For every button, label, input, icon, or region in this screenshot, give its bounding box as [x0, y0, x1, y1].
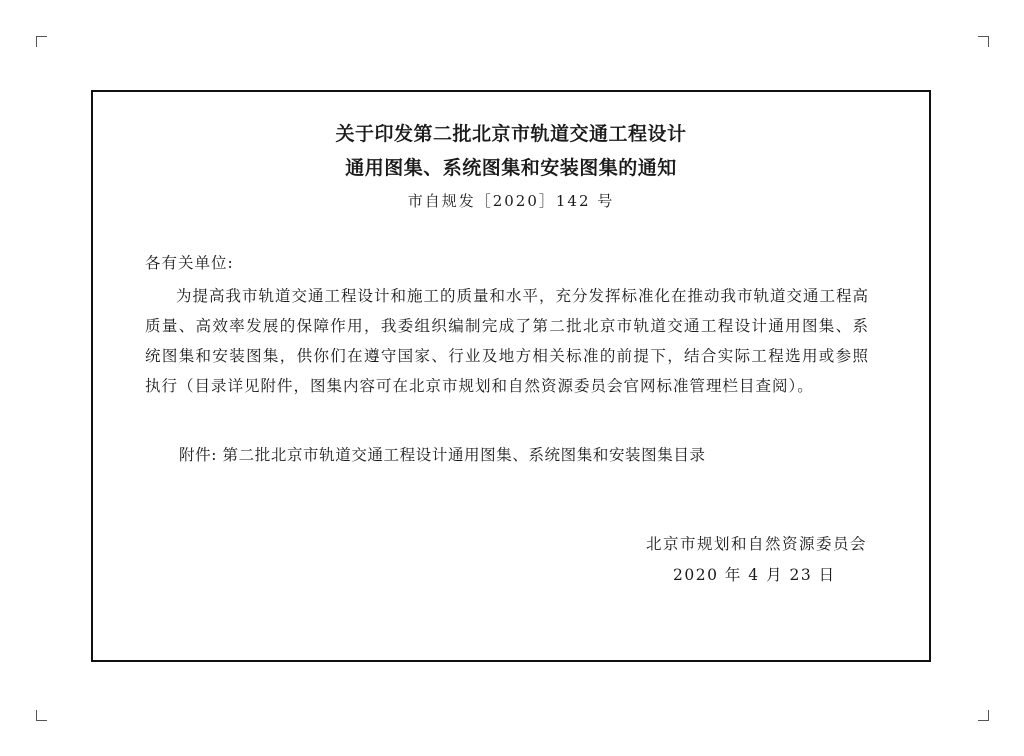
issuing-authority: 北京市规划和自然资源委员会 [645, 535, 867, 553]
document-number: 市自规发［2020］142 号 [407, 192, 615, 210]
body-paragraph: 为提高我市轨道交通工程设计和施工的质量和水平，充分发挥标准化在推动我市轨道交通工程高质量、高效率发展的保障作用，我委组织编制完成了第二批北京市轨道交通工程设计通用图集、系统图集和安装图集，供你们在遵守国家、行业及地方相关标准的前提下，结合实际工程选用或参照执行（目录详见附件，图集内容可在北京市规划和自然资源委员会官网标准管理栏目查阅）。 [145, 287, 870, 395]
notice-title-line-2: 通用图集、系统图集和安装图集的通知 [345, 157, 677, 179]
crop-mark-top-left [36, 36, 47, 47]
issue-date: 2020 年 4 月 23 日 [673, 566, 836, 584]
attachment-line: 附件: 第二批北京市轨道交通工程设计通用图集、系统图集和安装图集目录 [179, 446, 706, 464]
notice-title-line-1: 关于印发第二批北京市轨道交通工程设计 [335, 123, 687, 145]
crop-mark-bottom-right [978, 710, 989, 721]
salutation: 各有关单位: [145, 254, 234, 272]
notice-frame [91, 90, 931, 662]
crop-mark-bottom-left [36, 710, 47, 721]
crop-mark-top-right [978, 36, 989, 47]
